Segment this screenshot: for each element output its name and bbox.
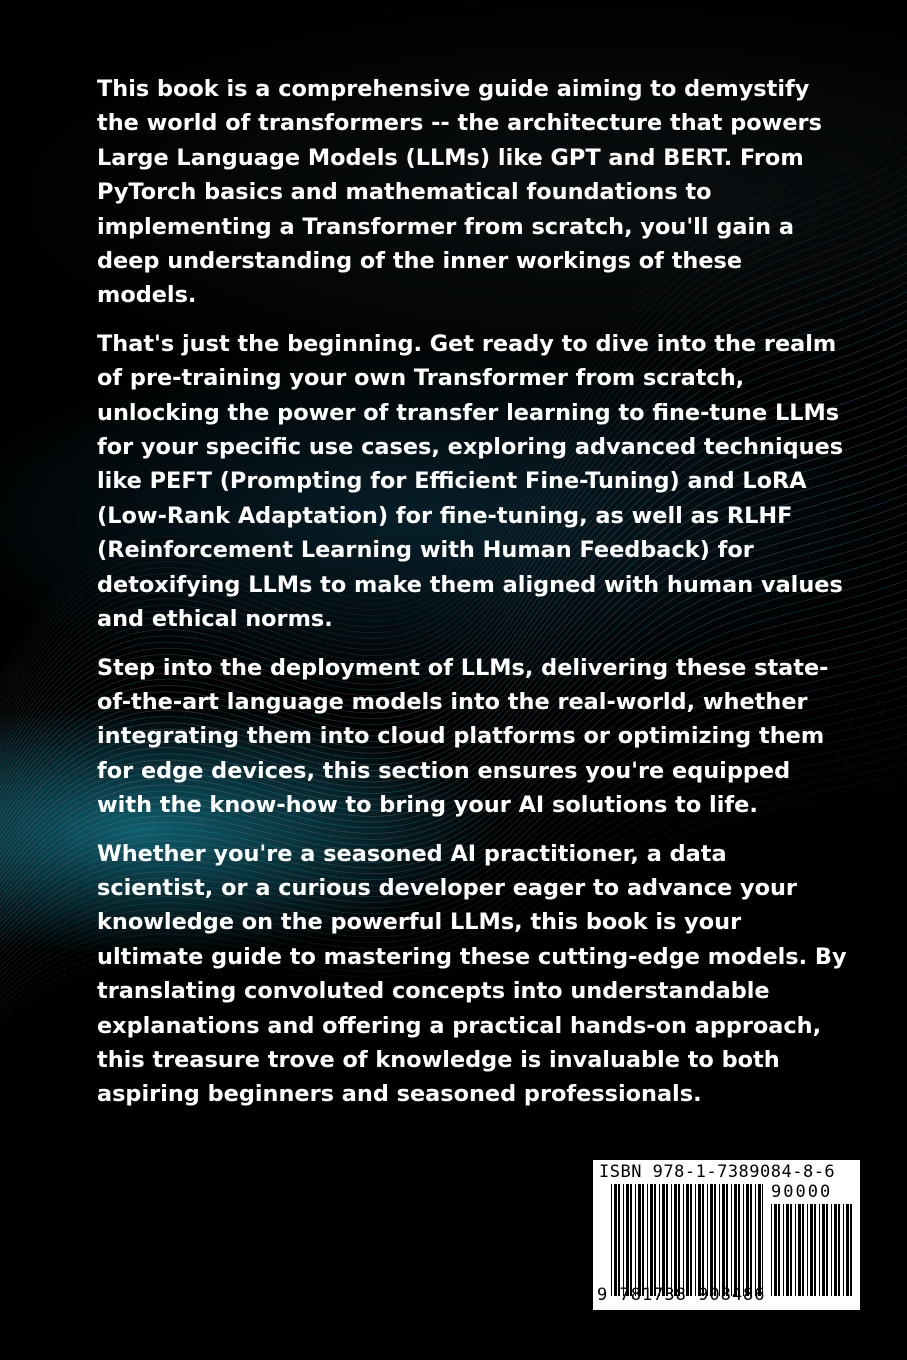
barcode-bar [678, 1184, 680, 1296]
barcode-bar [611, 1184, 612, 1296]
barcode-bar [774, 1204, 777, 1296]
barcode-bar [638, 1184, 641, 1296]
barcode-bar [810, 1204, 813, 1296]
book-description [97, 72, 847, 1126]
barcode-bar [642, 1184, 644, 1296]
barcode-bar [734, 1184, 737, 1296]
barcode-bar [719, 1184, 720, 1296]
barcode-bar [635, 1184, 636, 1296]
barcode-bar [666, 1184, 668, 1296]
barcode-bar [650, 1184, 653, 1296]
barcode-bar [838, 1204, 840, 1296]
barcode-bar [795, 1204, 796, 1296]
barcode-bar [786, 1204, 789, 1296]
barcode-bar [743, 1184, 744, 1296]
barcode-bar [690, 1184, 692, 1296]
ean-digits: 9 781738 908486 [597, 1285, 766, 1305]
barcode-bar [762, 1184, 763, 1296]
barcode-bar [674, 1184, 677, 1296]
barcode-bar [659, 1184, 660, 1296]
barcode-bar [831, 1204, 832, 1296]
barcode-bar [618, 1184, 620, 1296]
barcode-bar [802, 1204, 804, 1296]
barcode-bar [843, 1204, 844, 1296]
barcode-bar [771, 1204, 772, 1296]
isbn-label: ISBN 978-1-7389084-8-6 [599, 1162, 836, 1182]
barcode-bar [798, 1204, 801, 1296]
isbn-barcode [593, 1160, 860, 1310]
barcode-bar [807, 1204, 808, 1296]
barcode-bar [614, 1184, 617, 1296]
barcode-bar [755, 1184, 756, 1296]
barcode-bar [623, 1184, 624, 1296]
barcode-bar [662, 1184, 665, 1296]
barcode-bar [783, 1204, 784, 1296]
barcode-bar [654, 1184, 656, 1296]
barcode-bar [702, 1184, 704, 1296]
barcode-bar [850, 1204, 852, 1296]
price-code: 90000 [771, 1182, 833, 1202]
description-paragraph-1: This book is a comprehensive guide aiming to demystify the world of transformers -- the architecture that powers Large Language Models (LLMs) like GPT and BERT. From PyTorch basics and mathematical foundations to implementing a Transformer from scratch, you'll gain a deep understanding of the inner workings of these models. [97, 76, 822, 309]
description-paragraph-2: That's just the beginning. Get ready to dive into the realm of pre-training your own Transformer from scratch, unlocking the power of transfer learning to fine-tune LLMs for your specific use cases, exploring advanced techniques like PEFT (Prompting for Efficient Fine-Tuning) and LoRA (Low-Rank Adaptation) for fine-tuning, as well as RLHF (Reinforcement Learning with Human Feedback) for detoxifying LLMs to make them aligned with human values and ethical norms. [97, 330, 844, 633]
barcode-bar [714, 1184, 716, 1296]
barcode-bar [814, 1204, 816, 1296]
barcode-bar [746, 1184, 749, 1296]
barcode-bar [683, 1184, 684, 1296]
barcode-bar [630, 1184, 632, 1296]
barcode-bar [686, 1184, 689, 1296]
barcode-bar [698, 1184, 701, 1296]
barcode-bar [822, 1204, 825, 1296]
barcode-bar [758, 1184, 761, 1296]
barcode-bar [647, 1184, 648, 1296]
description-paragraph-3: Step into the deployment of LLMs, delivering these state-of-the-art language models into the real-world, whether integrating them into cloud platforms or optimizing them for edge devices, this section ensures you're equipped with the know-how to bring your AI solutions to life. [97, 654, 829, 819]
barcode-bar [738, 1184, 740, 1296]
barcode-bar [726, 1184, 728, 1296]
barcode-bars [611, 1184, 763, 1296]
barcode-bar [834, 1204, 837, 1296]
barcode-bar [731, 1184, 732, 1296]
barcode-addon-bars [771, 1204, 853, 1296]
barcode-bar [707, 1184, 708, 1296]
barcode-bar [750, 1184, 752, 1296]
barcode-bar [671, 1184, 672, 1296]
barcode-bar [722, 1184, 725, 1296]
barcode-bar [778, 1204, 780, 1296]
barcode-bar [695, 1184, 696, 1296]
barcode-bar [819, 1204, 820, 1296]
barcode-bar [826, 1204, 828, 1296]
description-paragraph-4: Whether you're a seasoned AI practitioner, a data scientist, or a curious developer eager to advance your knowledge on the powerful LLMs, this book is your ultimate guide to mastering these cutting-edge models. By translating convoluted concepts into understandable explanations and offering a practical hands-on approach, this treasure trove of knowledge is invaluable to both aspiring beginners and seasoned professionals. [97, 840, 847, 1108]
barcode-bar [710, 1184, 713, 1296]
barcode-bar [626, 1184, 629, 1296]
barcode-bar [846, 1204, 849, 1296]
barcode-bar [790, 1204, 792, 1296]
